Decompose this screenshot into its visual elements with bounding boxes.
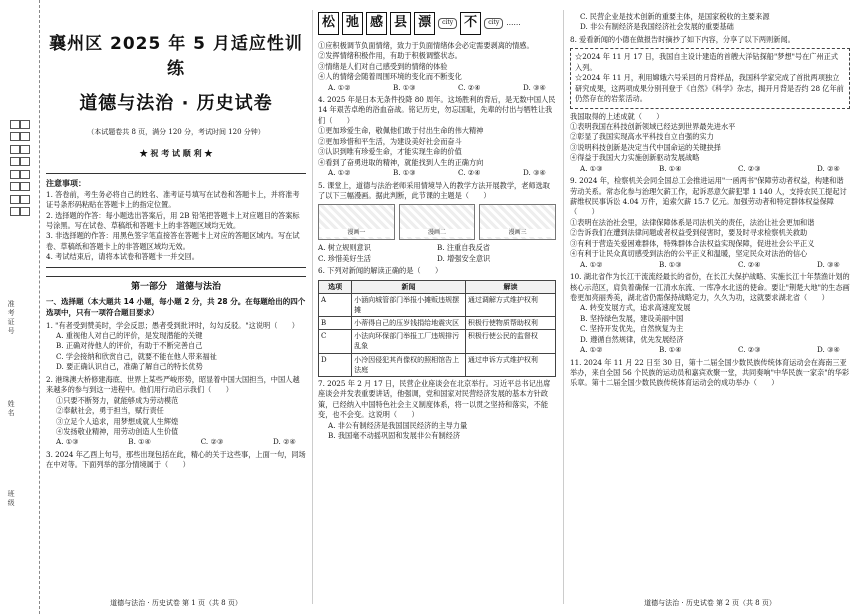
- statement: ④有利于让民众真切感受到法治的公平正义和温暖，坚定民众对法治的信心: [570, 249, 808, 259]
- choice: C. ②④: [458, 168, 481, 178]
- comic-image: [479, 204, 556, 240]
- question-stem: 6. 下列对新闻的解读正确的是（ ）: [318, 266, 443, 276]
- column-1: [46, 12, 306, 471]
- option: A. 转变发展方式，追求高速度发展: [580, 303, 691, 313]
- table-row: [319, 317, 556, 330]
- choice: B. ①④: [128, 437, 152, 447]
- comic-image: [399, 204, 476, 240]
- column-divider: [563, 10, 564, 604]
- choice-row: [570, 164, 850, 174]
- choice: C. ②③: [200, 437, 224, 447]
- question-stem: 10. 湖北省作为长江干流流经最长的省份，在长江大保护战略、实施长江十年禁渔计划的核心示范区，肩负着确保一江清水东流、一库净水北送的使命。要让"荆楚大地"的生态画卷更加亮丽秀美，湖北省仍需保持战略定力，久久为功，这就要求湖北省（ ）: [570, 272, 850, 302]
- exam-wish: ★ 祝 考 试 顺 利 ★: [139, 147, 213, 158]
- option: C. 学会接纳和欣赏自己，就要不能在他人带来福祉: [56, 351, 217, 361]
- choice: C. ②④: [458, 82, 481, 92]
- choice: D. ②④: [273, 437, 296, 447]
- question-3: [46, 450, 306, 471]
- choice: A. ①②: [328, 82, 351, 92]
- notice-item: 2. 选择题的作答：每小题选出答案后，用 2B 铅笔把答题卡上对应题目的答案标号涂黑。写在试卷、草稿纸和答题卡上的非答题区域均无效。: [46, 210, 300, 231]
- table-cell: 小冷因侵犯其肖像权的照相馆告上法庭: [352, 353, 466, 376]
- question-2: [46, 375, 306, 448]
- banner-trail: ……: [506, 18, 521, 28]
- option: C. 坚持开发优先，自然恢复为主: [580, 324, 684, 334]
- statement: ③立足个人追求，用梦想成就人生辉煌: [56, 416, 179, 426]
- choice: D. ③④: [817, 345, 840, 355]
- option: B. 我国毫不动摇巩固和发展非公有制经济: [328, 431, 461, 441]
- question-stem: 4. 2025 年是日本无条件投降 80 周年。这场胜利的背后，是无数中国人民 14 年艰苦卓绝的浴血奋战。铭记历史，勿忘国耻，先辈的付出与牺牲让我们（ ）: [318, 95, 556, 125]
- comic-caption: 漫画三: [480, 229, 555, 238]
- choice: B. ①③: [392, 168, 416, 178]
- statement: ④发扬敬业精神，用劳动创造人生价值: [56, 426, 179, 436]
- table-cell: 积极行使物质帮助权利: [465, 317, 555, 330]
- binding-margin: [0, 0, 40, 614]
- notice-item: 1. 答卷前，考生务必将自己的姓名、准考证号填写在试卷和答题卡上，并将准考证号条形码粘贴在答题卡上的指定位置。: [46, 189, 300, 210]
- exam-number-label: 准考证号: [7, 300, 16, 336]
- table-header: 解读: [465, 280, 555, 293]
- choice: A. 树立规则意识: [318, 243, 371, 253]
- table-cell: 积极行使公民的监督权: [465, 330, 555, 353]
- statement: ②彰显了我国实现高水平科技自立自强的实力: [570, 132, 714, 142]
- choice-row: [570, 345, 850, 355]
- choice-row: [570, 260, 850, 270]
- banner-char: 弛: [342, 12, 363, 35]
- table-row: [319, 293, 556, 316]
- page-footer-right: 道德与法治 · 历史试卷 第 2 页（共 8 页）: [644, 599, 776, 607]
- table-cell: B: [319, 317, 352, 330]
- question-tail: 我国取得的上述成就（ ）: [570, 111, 664, 121]
- statement: ①应积极调节负面情绪，致力于负面情绪体会必定需要剥离的情感。: [318, 40, 534, 50]
- option: C. 民营企业是技术创新的重要主体，是国家税收的主要来源: [580, 12, 770, 21]
- column-divider: [312, 10, 313, 604]
- class-label: 班级: [7, 490, 16, 508]
- question-stem: 7. 2025 年 2 月 17 日，民营企业座谈会在北京举行。习近平总书记出席座谈会并发表重要讲话，他强调，党和国家对民营经济发展的基本方针政策，已经纳入中国特色社会主义制度体系，将一以贯之坚持和落实，不能变，也不会变。这说明（ ）: [318, 378, 551, 420]
- question-stem: 3. 2024 年乙酉上句号，那些出现包括在此，精心的关于这些事，上面一句，同场在中对等。下面列举的部分情境属于（ ）: [46, 449, 306, 470]
- question-6: [318, 266, 556, 377]
- table-cell: A: [319, 293, 352, 316]
- choice: C. ②③: [738, 163, 761, 173]
- table-row: [319, 330, 556, 353]
- comic-caption: 漫画二: [400, 229, 475, 238]
- choice: D. ②④: [817, 163, 840, 173]
- statement: ①表明在法治社会里，法律保障体系是司法机关的责任，法治让社会更加和谐: [570, 217, 815, 227]
- choice: B. ①③: [658, 259, 682, 269]
- statement: ③说明科技创新是决定当代中国命运的关键抉择: [570, 142, 721, 152]
- choice: B. 注重自我反省: [437, 243, 490, 253]
- statement: ④人的情绪会随着周围环境的变化而不断变化: [318, 72, 462, 82]
- choice-row: [46, 437, 306, 447]
- question-stem: 5. 课堂上，道德与法治老师采用情境导入的教学方法开展教学，老师选取了以下三幅漫画。据此判断，此节课的主题是（ ）: [318, 180, 550, 200]
- question-4: [318, 95, 556, 179]
- table-cell: D: [319, 353, 352, 376]
- option: A. 非公有制经济是我国国民经济的主导力量: [328, 420, 468, 430]
- statement: ③情绪是人们对自己感受到的情绪的体验: [318, 61, 448, 71]
- choice: C. ②③: [738, 345, 761, 355]
- choice: A. ①③: [580, 163, 603, 173]
- banner-tag: city: [484, 18, 503, 29]
- statement: ②告诉我们在遭到法律问题或者权益受到侵害时，要及时寻求检察机关救助: [570, 228, 808, 238]
- banner-char: 松: [318, 12, 339, 35]
- question-8: [570, 35, 850, 174]
- banner-char: 感: [366, 12, 387, 35]
- choice: C. ②④: [738, 259, 761, 269]
- table-row: [319, 353, 556, 376]
- statement: ④看到了奋勇进取的精神，就能找到人生的正确方向: [318, 157, 484, 167]
- question-3-statements: [318, 41, 556, 93]
- option: B. 正确对待他人的评价，有助于不断完善自己: [56, 341, 203, 351]
- option: D. 要正确认识自己，准确了解自己的特长优势: [56, 362, 203, 372]
- choice: A. ①②: [580, 259, 603, 269]
- statement: ①表明我国在科技创新领域已经达到世界最先进水平: [570, 121, 736, 131]
- table-cell: C: [319, 330, 352, 353]
- option: A. 重视他人对自己的评价，是发现潜能的关键: [56, 331, 203, 340]
- statement: ④得益于我国大力实施创新驱动发展战略: [570, 153, 700, 163]
- choice: D. ③④: [523, 168, 546, 178]
- choice: C. 珍惜美好生活: [318, 253, 371, 263]
- statement: ③有利于营造关爱困难群体，特殊群体合法权益实现保障，促进社会公平正义: [570, 238, 815, 248]
- choice: D. ③④: [523, 82, 546, 92]
- question-stem: 2. 港珠澳大桥修建海底、世界上某些严峻形势，昭显着中国大国担当，中国人越来越多的参与到这一进程中。他们用行动启示我们（ ）: [46, 374, 300, 395]
- table-cell: 通过调解方式维护权利: [465, 293, 555, 316]
- choice: B. ①④: [658, 163, 682, 173]
- statement: ②更加珍惜和平生活，为建设美好社会而奋斗: [318, 136, 462, 146]
- question-11: [570, 358, 850, 389]
- question-9: [570, 176, 850, 270]
- slogan-banner: [318, 12, 556, 35]
- question-10: [570, 272, 850, 356]
- news-table: [318, 280, 556, 377]
- notice-item: 3. 非选择题的作答：用黑色签字笔直接答在答题卡上对应的答题区域内。写在试卷、草稿纸和答题卡上的非答题区域均无效。: [46, 231, 300, 251]
- table-cell: 小蒂得自己的压岁钱捐给地震灾区: [352, 317, 466, 330]
- option: B. 坚持绿色发展，建设美丽中国: [580, 313, 684, 323]
- choice-row: [318, 83, 556, 93]
- option: D. 遵循自然规律，优先发展经济: [580, 334, 684, 344]
- choice-grid: [318, 243, 556, 264]
- table-header: 选项: [319, 280, 352, 293]
- notice-box: [46, 173, 306, 268]
- choice: A. ①②: [580, 345, 603, 355]
- statement: ②发挥情绪积极作用，有助于积极调整状态。: [318, 51, 462, 61]
- choice: A. ①③: [56, 437, 79, 447]
- banner-char: 县: [390, 12, 411, 35]
- choice: B. ①③: [392, 82, 416, 92]
- question-1: [46, 321, 306, 373]
- table-cell: 通过申诉方式维护权利: [465, 353, 555, 376]
- exam-number-grid: [10, 120, 32, 220]
- table-header: 新闻: [352, 280, 466, 293]
- choice: B. ①④: [658, 345, 682, 355]
- question-stem: 9. 2024 年，检察机关会同全国总工会推进运用"一函两书"保障劳动者权益，构建和谐劳动关系。常态化参与治理欠薪工作，起诉恶意欠薪犯罪 1 140 人，支持农民工提起讨薪维权民事诉讼 4.04 万件，追索欠薪 15.7 亿元。加强劳动者和特定群体权益保障（ ）: [570, 176, 847, 217]
- question-stem: 11. 2024 年 11 月 22 日至 30 日，第十二届全国少数民族传统体育运动会在海南三亚举办，来自全国 56 个民族的运动员和嘉宾欢聚一堂，共同奏响"中华民族一家亲"的华彩乐章。第十二届全国少数民族传统体育运动会的成功举办（ ）: [570, 357, 850, 388]
- statement: ③认识到唯有珍爱生命，才能实现生命的价值: [318, 147, 462, 157]
- news-item: ☆2024 年 11 月 17 日，我国自主设计建造的首艘大洋钻探船"梦想"号在广州正式入列。: [575, 52, 839, 72]
- statement: ②奉献社会，勇于担当，赋行责任: [56, 406, 164, 416]
- news-item: ☆2024 年 11 月，利用嫦娥六号采回的月背样品，我国科学家完成了首批两项独立研究成果，这两项成果分别刊登于《自然》《科学》杂志，揭开月背是否约 28 亿年前仍然存在的岩浆活动。: [575, 73, 844, 104]
- choice: A. ①②: [328, 168, 351, 178]
- comic-illustrations: [318, 204, 556, 240]
- name-label: 姓名: [7, 400, 16, 418]
- banner-char: 不: [460, 12, 481, 35]
- exam-title: 襄州区 2025 年 5 月适应性训练: [49, 34, 303, 79]
- banner-tag: city: [438, 18, 457, 29]
- table-cell: 小涵向城管部门举报小摊贩违规摆摊: [352, 293, 466, 316]
- table-cell: 小法向环保部门举报工厂违规排污乱象: [352, 330, 466, 353]
- exam-subtitle: 道德与法治 · 历史试卷: [79, 93, 273, 115]
- choice: D. 增强安全意识: [437, 253, 491, 263]
- notice-title: 注意事项：: [46, 179, 86, 189]
- question-5: [318, 181, 556, 265]
- comic-caption: 漫画一: [319, 229, 394, 238]
- question-7: [318, 379, 556, 442]
- part-title: 第一部分 道德与法治: [46, 276, 306, 294]
- statement: ①只要不断努力，就能够成为劳动模范: [56, 395, 179, 405]
- news-box: [570, 48, 850, 108]
- statement: ①更加珍爱生命，敬佩他们敢于付出生命的伟大精神: [318, 126, 484, 136]
- page-footer-left: 道德与法治 · 历史试卷 第 1 页（共 8 页）: [110, 599, 242, 607]
- question-stem: 8. 爱看新闻的小德在做报告时摘抄了如下内容，分享了以下两则新闻。: [570, 34, 795, 44]
- notice-item: 4. 考试结束后，请将本试卷和答题卡一并交回。: [46, 252, 199, 262]
- column-2: [318, 12, 556, 441]
- column-3: [570, 12, 850, 389]
- option: D. 非公有制经济是我国经济社会发展的重要基础: [580, 22, 734, 32]
- comic-image: [318, 204, 395, 240]
- choice-row: [318, 168, 556, 178]
- banner-char: 漂: [414, 12, 435, 35]
- question-stem: 1. "有者受到赞美时，学会反思；愚者受到批评时，勾勾反驳。"这说明（ ）: [46, 320, 299, 330]
- exam-info: （本试题卷共 8 页，满分 120 分，考试时间 120 分钟）: [87, 128, 265, 137]
- section-title: 一、选择题（本大题共 14 小题，每小题 2 分，共 28 分。在每题给出的四个选项中，只有一项符合题目要求）: [46, 296, 306, 317]
- choice: D. ③④: [817, 259, 840, 269]
